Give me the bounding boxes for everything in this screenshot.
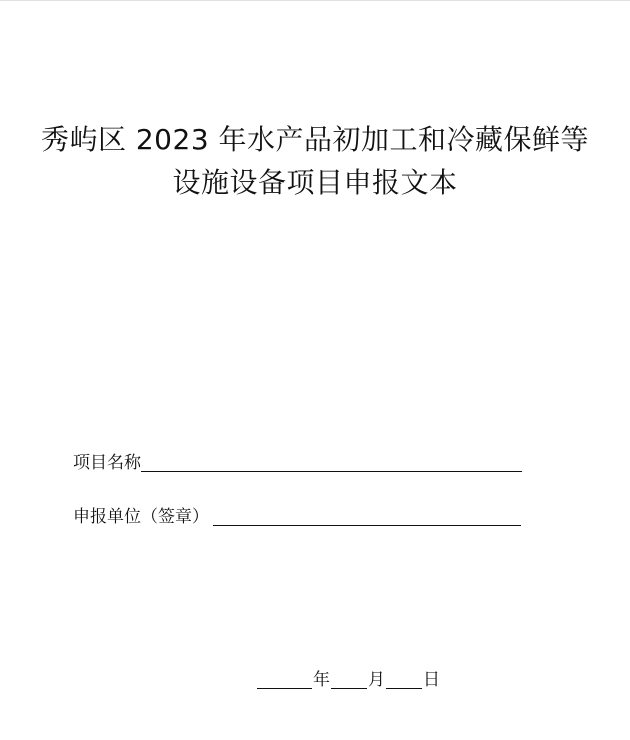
day-blank[interactable] — [386, 688, 422, 689]
day-label: 日 — [423, 670, 440, 690]
applicant-label: 申报单位（签章） — [73, 507, 209, 527]
project-name-blank[interactable] — [141, 471, 522, 472]
date-line — [257, 667, 441, 691]
year-blank[interactable] — [257, 688, 312, 689]
page-top-edge — [0, 0, 630, 1]
month-blank[interactable] — [331, 688, 367, 689]
year-label: 年 — [313, 670, 330, 690]
document-title-line-2: 设施设备项目申报文本 — [172, 166, 458, 199]
document-title-line-1: 秀屿区 2023 年水产品初加工和冷藏保鲜等 — [40, 123, 590, 156]
applicant-field — [73, 504, 521, 528]
project-name-field — [73, 450, 522, 474]
project-name-label: 项目名称 — [73, 453, 141, 473]
applicant-blank[interactable] — [213, 525, 521, 526]
month-label: 月 — [368, 670, 385, 690]
